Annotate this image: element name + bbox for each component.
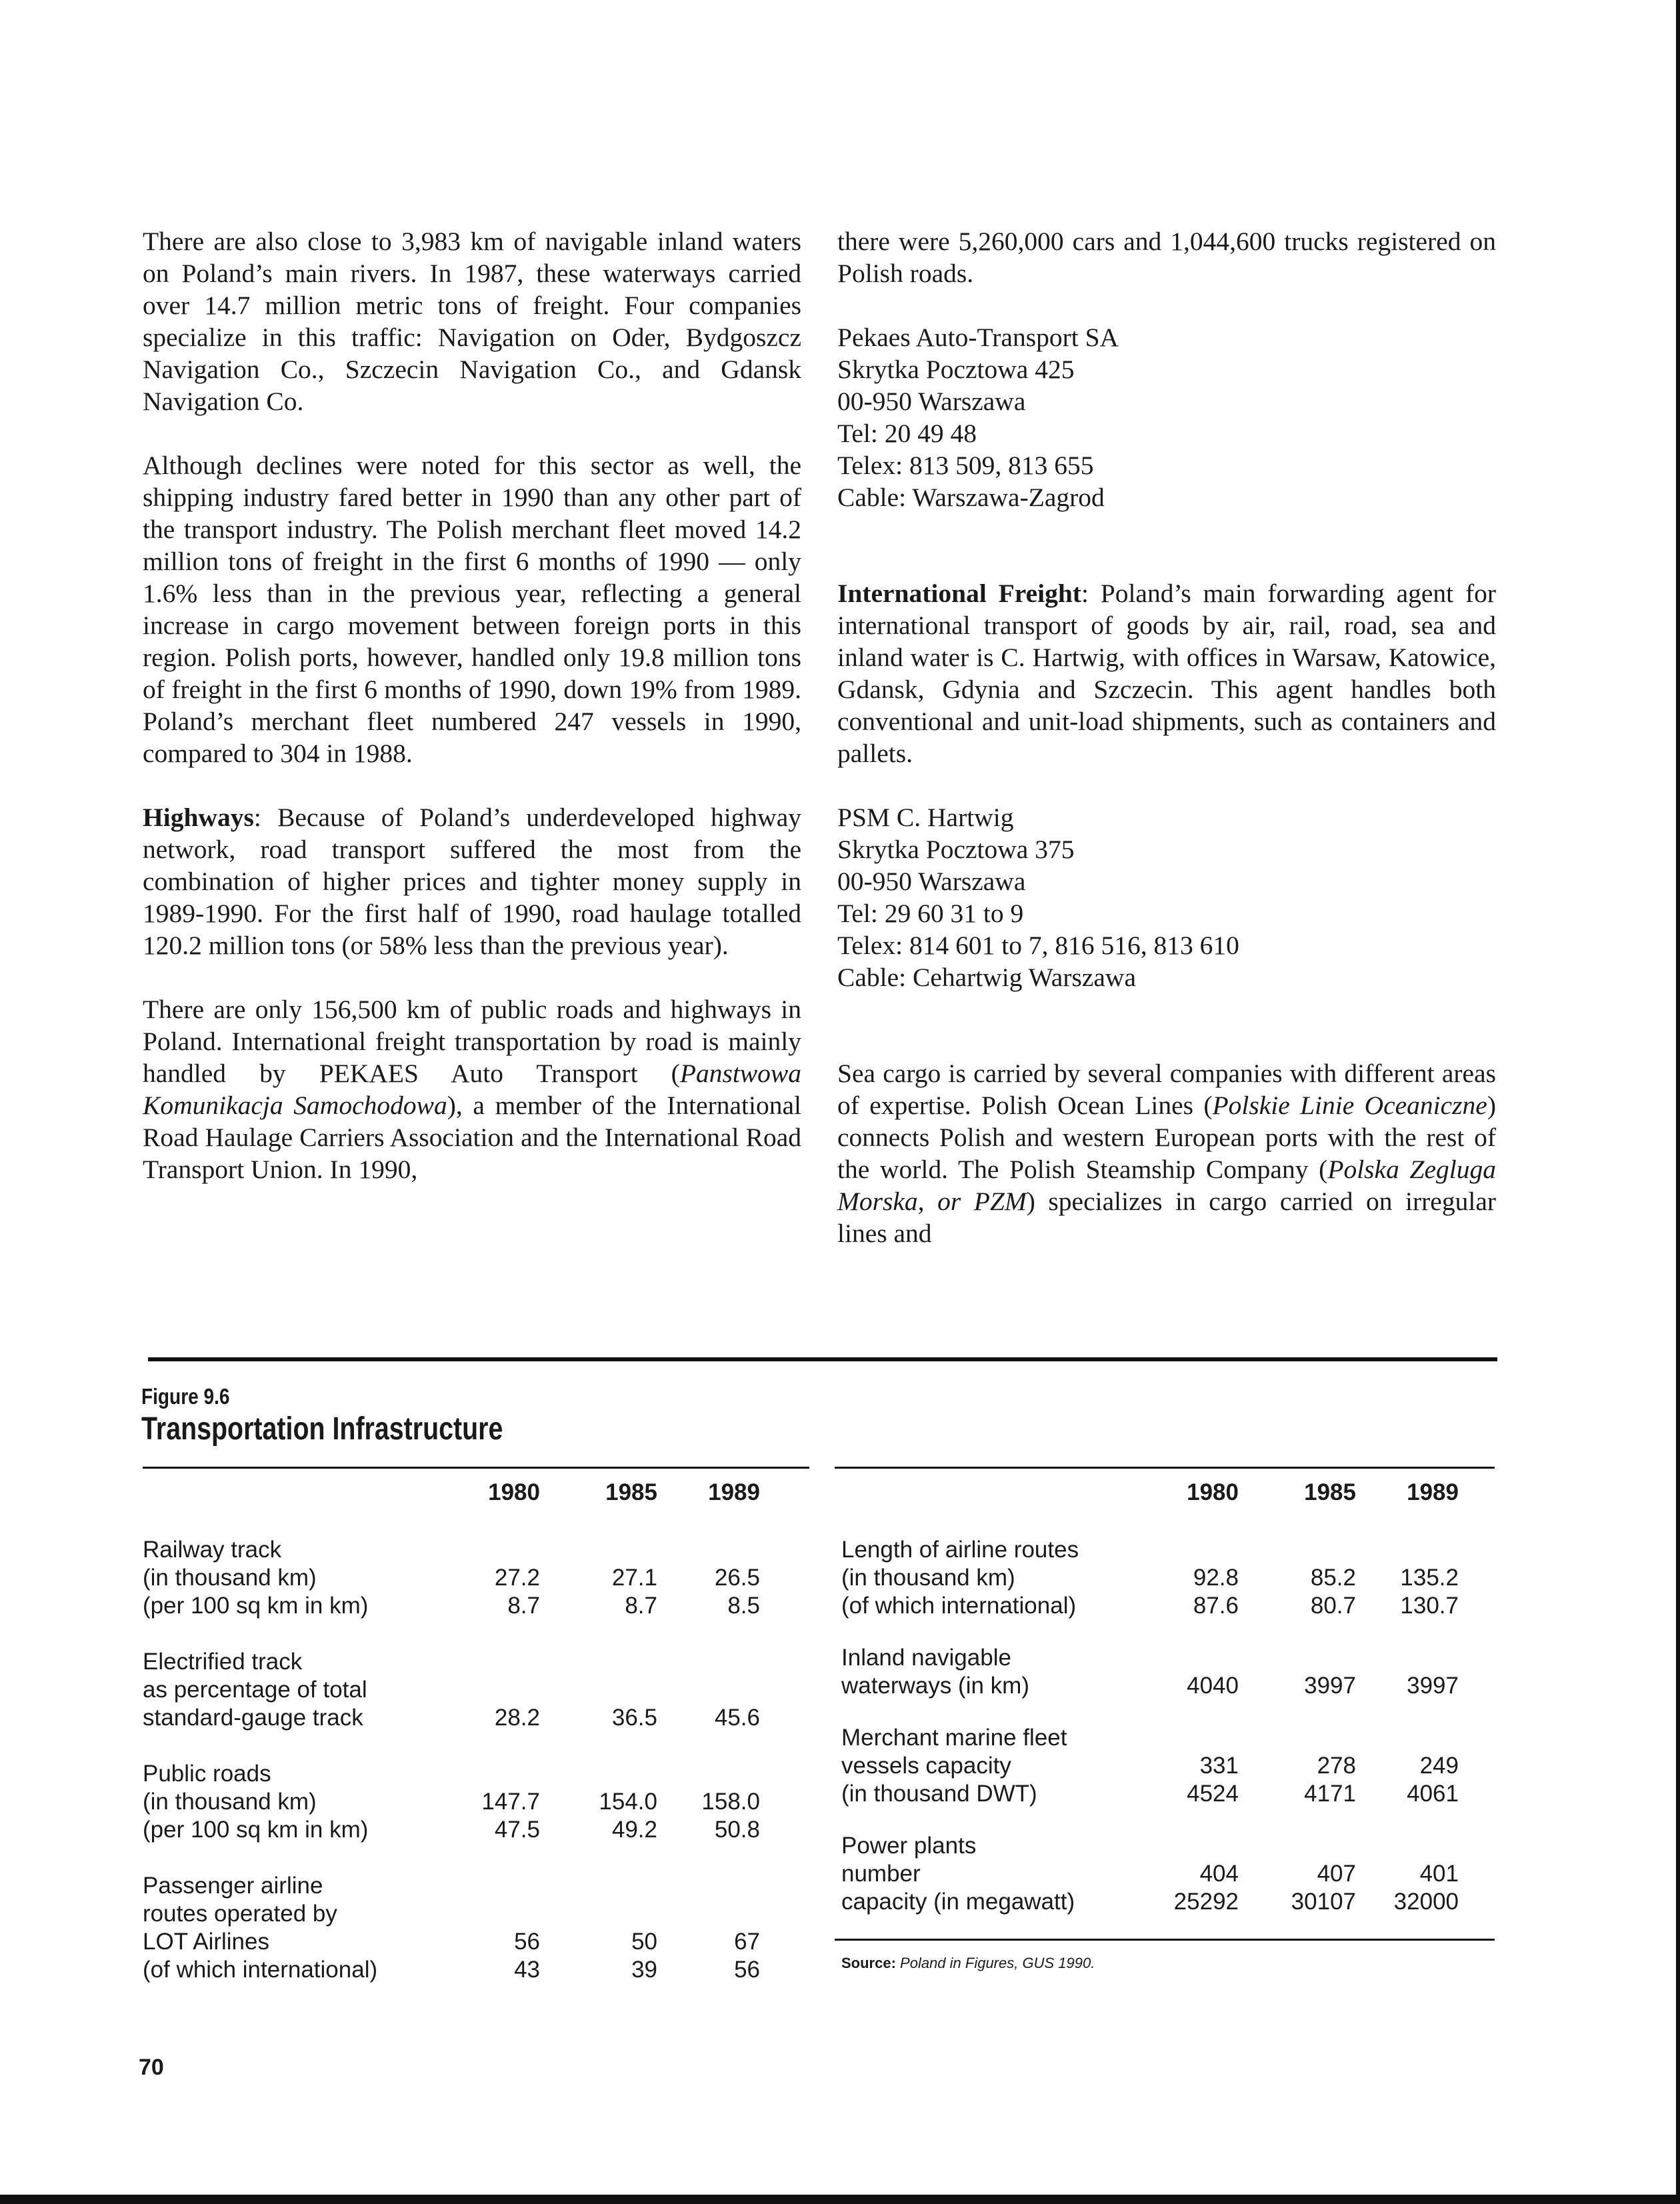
address-line: Cable: Cehartwig Warszawa — [837, 963, 1136, 992]
sea-cargo-italic-1: Polskie Linie Oceaniczne — [1212, 1091, 1487, 1120]
right-table-bottom-rule — [835, 1939, 1495, 1941]
row-label: Power plants — [841, 1833, 977, 1859]
row-label: (in thousand km) — [143, 1789, 317, 1815]
right-table-rule — [835, 1467, 1495, 1469]
cell-value: 249 — [1419, 1753, 1459, 1779]
right-text-column — [837, 225, 1496, 1281]
paragraph-inland-waters: There are also close to 3,983 km of navigable inland waters on Poland’s main rivers. In 1987, these waterways carried over 14.7 million metric tons of freight. Four companies specialize in this traffic: Navigation on Oder, Bydgoszcz Navigation Co., Szczecin Navigation Co., and Gdansk Navigation Co. — [143, 227, 801, 416]
highways-lead: Highways — [143, 803, 254, 832]
cell-value: 8.5 — [727, 1593, 760, 1619]
address-line: Tel: 20 49 48 — [837, 419, 977, 448]
cell-value: 27.2 — [494, 1565, 540, 1591]
address-line: Pekaes Auto-Transport SA — [837, 323, 1119, 352]
cell-value: 158.0 — [701, 1789, 760, 1815]
cell-value: 28.2 — [494, 1705, 540, 1731]
address-line: Skrytka Pocztowa 425 — [837, 355, 1075, 384]
scan-edge-right — [1676, 0, 1680, 2204]
row-label: Passenger airline — [143, 1873, 323, 1899]
cell-value: 27.1 — [611, 1565, 657, 1591]
row-label: Merchant marine fleet — [841, 1725, 1067, 1751]
right-infrastructure-table — [841, 1479, 1501, 1959]
international-freight-text: : Poland’s main forwarding agent for international transport of goods by air, rail, road, sea and inland water is C. Hartwig, with offices in Warsaw, Katowice, Gdansk, Gdynia and Szczecin. This agent handles both conventional and unit-load shipments, such as containers and pallets. — [837, 579, 1497, 768]
row-label: Inland navigable — [841, 1645, 1011, 1671]
row-label: Electrified track — [143, 1649, 303, 1675]
cell-value: 4040 — [1187, 1673, 1239, 1699]
cell-value: 135.2 — [1400, 1565, 1459, 1591]
row-label: (per 100 sq km in km) — [143, 1593, 369, 1619]
cell-value: 30107 — [1291, 1889, 1356, 1915]
cell-value: 32000 — [1393, 1889, 1459, 1915]
row-label: capacity (in megawatt) — [841, 1889, 1075, 1915]
figure-top-rule — [148, 1357, 1497, 1361]
row-label: number — [841, 1861, 921, 1887]
cell-value: 8.7 — [625, 1593, 657, 1619]
row-label: Public roads — [143, 1761, 271, 1787]
cell-value: 130.7 — [1400, 1593, 1459, 1619]
cell-value: 26.5 — [714, 1565, 760, 1591]
cell-value: 49.2 — [611, 1817, 657, 1843]
international-freight-lead: International Freight — [837, 579, 1081, 608]
address-line: Cable: Warszawa-Zagrod — [837, 483, 1105, 512]
cell-value: 80.7 — [1310, 1593, 1356, 1619]
row-label: (in thousand DWT) — [841, 1781, 1037, 1807]
cell-value: 50 — [631, 1929, 657, 1955]
public-roads-text-a: There are only 156,500 km of public roads and highways in Poland. International freight transportation by road is mainly handled by PEKAES Auto Transport ( — [143, 995, 801, 1088]
year-header: 1985 — [1304, 1479, 1356, 1505]
cell-value: 401 — [1419, 1861, 1459, 1887]
cell-value: 67 — [734, 1929, 760, 1955]
cell-value: 25292 — [1173, 1889, 1239, 1915]
cell-value: 85.2 — [1310, 1565, 1356, 1591]
cell-value: 3997 — [1407, 1673, 1459, 1699]
row-label: (of which international) — [841, 1593, 1077, 1619]
paragraph-shipping: Although declines were noted for this sector as well, the shipping industry fared better in 1990 than any other part of the transport industry. The Polish merchant fleet moved 14.2 million tons of freight in the first 6 months of 1990 — only 1.6% less than in the previous year, reflecting a general increase in cargo movement between foreign ports in this region. Polish ports, however, handled only 19.8 million tons of freight in the first 6 months of 1990, down 19% from 1989. Poland’s merchant fleet numbered 247 vessels in 1990, compared to 304 in 1988. — [143, 451, 801, 768]
year-header: 1980 — [1187, 1479, 1239, 1505]
cell-value: 147.7 — [481, 1789, 540, 1815]
sea-cargo-text-a: Sea cargo is carried by several companies with different areas of expertise. Polish Ocean Lines ( — [837, 1059, 1496, 1120]
year-header: 1985 — [605, 1479, 657, 1505]
row-label: waterways (in km) — [841, 1673, 1029, 1699]
row-label: vessels capacity — [841, 1753, 1011, 1779]
cell-value: 8.7 — [507, 1593, 540, 1619]
address-line: Telex: 813 509, 813 655 — [837, 451, 1094, 480]
address-line: 00-950 Warszawa — [837, 867, 1026, 896]
cell-value: 36.5 — [611, 1705, 657, 1731]
paragraph-sea-cargo — [837, 1057, 1496, 1249]
row-label: Length of airline routes — [841, 1537, 1079, 1563]
row-label: (in thousand km) — [841, 1565, 1015, 1591]
figure-source — [841, 1955, 1095, 1972]
address-line: PSM C. Hartwig — [837, 803, 1014, 832]
sea-cargo-italic-2: Polska Zegluga Morska, or PZM — [837, 1155, 1496, 1216]
address-pekaes — [837, 321, 1496, 513]
cell-value: 47.5 — [494, 1817, 540, 1843]
year-header: 1980 — [488, 1479, 540, 1505]
paragraph-highways — [143, 801, 801, 961]
row-label: (of which international) — [143, 1957, 378, 1983]
cell-value: 87.6 — [1193, 1593, 1239, 1619]
left-text-column — [143, 225, 801, 1217]
cell-value: 278 — [1317, 1753, 1356, 1779]
row-label: (per 100 sq km in km) — [143, 1817, 369, 1843]
paragraph-international-freight — [837, 577, 1496, 769]
cell-value: 3997 — [1304, 1673, 1356, 1699]
address-hartwig — [837, 801, 1496, 993]
public-roads-text-b: ), a member of the International Road Haulage Carriers Association and the International Road Transport Union. In 1990, — [143, 1091, 801, 1184]
row-label: LOT Airlines — [143, 1929, 269, 1955]
source-label: Source: — [841, 1955, 896, 1971]
address-line: Telex: 814 601 to 7, 816 516, 813 610 — [837, 931, 1239, 960]
source-text: Poland in Figures, GUS 1990. — [895, 1955, 1095, 1971]
cell-value: 92.8 — [1193, 1565, 1239, 1591]
cell-value: 4524 — [1187, 1781, 1239, 1807]
cell-value: 4171 — [1304, 1781, 1356, 1807]
row-label: routes operated by — [143, 1901, 337, 1927]
address-line: Skrytka Pocztowa 375 — [837, 835, 1075, 864]
cell-value: 45.6 — [714, 1705, 760, 1731]
cell-value: 407 — [1317, 1861, 1356, 1887]
sea-cargo-text-b: ) connects Polish and western European ports with the rest of the world. The Polish Steamship Company ( — [837, 1091, 1496, 1184]
page-number: 70 — [139, 2055, 164, 2080]
address-line: Tel: 29 60 31 to 9 — [837, 899, 1024, 928]
cell-value: 39 — [631, 1957, 657, 1983]
cell-value: 56 — [734, 1957, 760, 1983]
cell-value: 56 — [514, 1929, 540, 1955]
left-table-rule — [143, 1467, 809, 1469]
row-label: as percentage of total — [143, 1677, 367, 1703]
cell-value: 50.8 — [714, 1817, 760, 1843]
cell-value: 154.0 — [599, 1789, 657, 1815]
figure-title: Transportation Infrastructure — [141, 1411, 503, 1447]
cell-value: 404 — [1199, 1861, 1239, 1887]
sea-cargo-text-c: ) specializes in cargo carried on irregular lines and — [837, 1187, 1496, 1248]
highways-text: : Because of Poland’s underdeveloped highway network, road transport suffered the most from the combination of higher prices and tighter money supply in 1989-1990. For the first half of 1990, road haulage totalled 120.2 million tons (or 58% less than the previous year). — [143, 803, 801, 960]
row-label: standard-gauge track — [143, 1705, 363, 1731]
address-line: 00-950 Warszawa — [837, 387, 1026, 416]
scan-edge-bottom — [0, 2195, 1680, 2204]
paragraph-cars-trucks: there were 5,260,000 cars and 1,044,600 trucks registered on Polish roads. — [837, 227, 1496, 288]
row-label: (in thousand km) — [143, 1565, 317, 1591]
year-header: 1989 — [708, 1479, 760, 1505]
cell-value: 331 — [1199, 1753, 1239, 1779]
left-infrastructure-table — [143, 1479, 809, 1985]
year-header: 1989 — [1407, 1479, 1459, 1505]
row-label: Railway track — [143, 1537, 282, 1563]
public-roads-italic: Panstwowa Komunikacja Samochodowa — [143, 1059, 801, 1120]
cell-value: 43 — [514, 1957, 540, 1983]
figure-label: Figure 9.6 — [141, 1384, 230, 1409]
paragraph-public-roads — [143, 993, 801, 1185]
cell-value: 4061 — [1407, 1781, 1459, 1807]
